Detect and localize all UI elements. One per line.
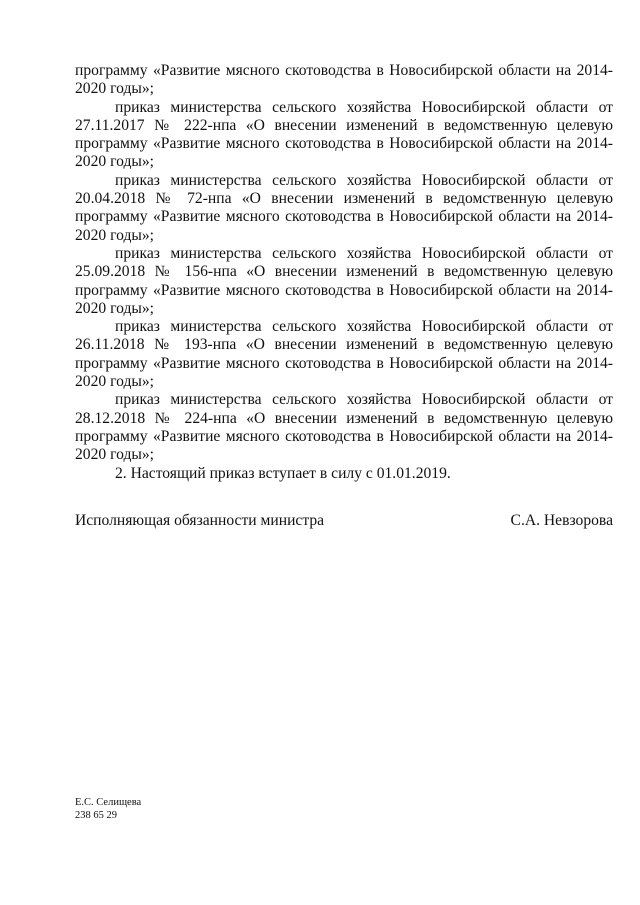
- executor-phone: 238 65 29: [75, 809, 117, 821]
- paragraph: приказ министерства сельского хозяйства Новосибирской области от 20.04.2018 № 72-нпа «О внесении изменений в ведомственную целевую программу «Развитие мясного скотоводства в Новосибирской области на 2014-2020 годы»;: [75, 171, 613, 244]
- paragraph: приказ министерства сельского хозяйства Новосибирской области от 27.11.2017 № 222-нпа «О внесении изменений в ведомственную целевую программу «Развитие мясного скотоводства в Новосибирской области на 2014-2020 годы»;: [75, 98, 613, 171]
- paragraph-effective-date: 2. Настоящий приказ вступает в силу с 01.01.2019.: [115, 464, 451, 482]
- paragraph: приказ министерства сельского хозяйства Новосибирской области от 26.11.2018 № 193-нпа «О внесении изменений в ведомственную целевую программу «Развитие мясного скотоводства в Новосибирской области на 2014-2020 годы»;: [75, 318, 613, 391]
- paragraph: программу «Развитие мясного скотоводства в Новосибирской области на 2014-2020 годы»;: [75, 62, 613, 98]
- executor-name: Е.С. Селищева: [75, 797, 142, 808]
- executor-block: [75, 797, 141, 822]
- signatory-position: Исполняющая обязанности министра: [75, 512, 325, 529]
- signatory-name: С.А. Невзорова: [510, 512, 613, 529]
- paragraph: приказ министерства сельского хозяйства Новосибирской области от 25.09.2018 № 156-нпа «О внесении изменений в ведомственную целевую программу «Развитие мясного скотоводства в Новосибирской области на 2014-2020 годы»;: [75, 244, 613, 317]
- document-body: [75, 62, 613, 483]
- paragraph: приказ министерства сельского хозяйства Новосибирской области от 28.12.2018 № 224-нпа «О внесении изменений в ведомственную целевую программу «Развитие мясного скотоводства в Новосибирской области на 2014-2020 годы»;: [75, 391, 613, 464]
- signature-block: [75, 512, 613, 530]
